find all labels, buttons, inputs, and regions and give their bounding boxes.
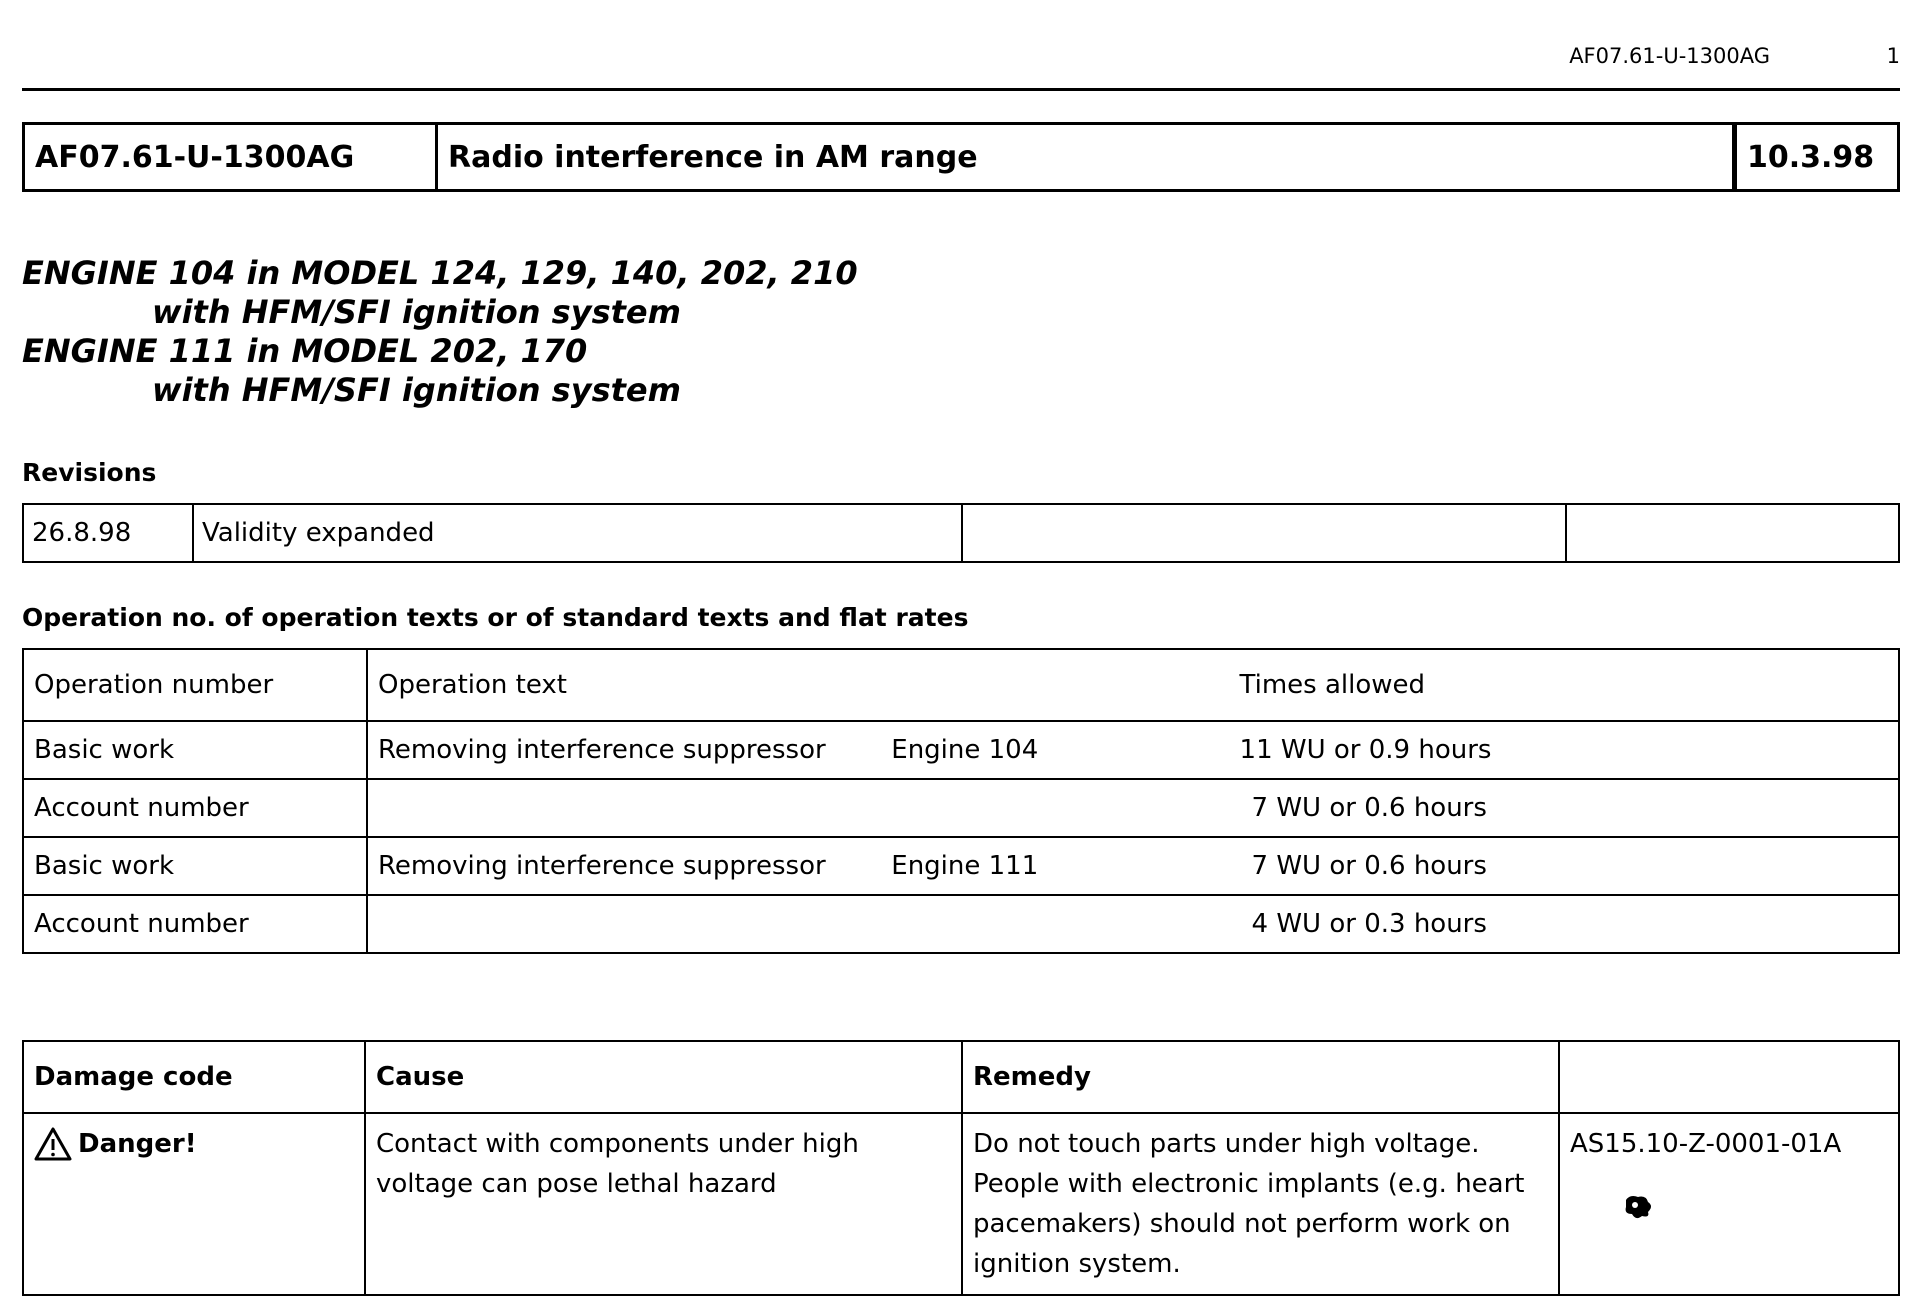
- operations-table: [22, 648, 1900, 954]
- engine-line-104: ENGINE 104 in MODEL 124, 129, 140, 202, 210: [22, 254, 858, 292]
- page-title: Radio interference in AM range: [437, 124, 1735, 191]
- page-number: 1: [1886, 44, 1900, 68]
- op-time: 11 WU or 0.9 hours: [1239, 735, 1492, 765]
- op-engine: Engine 111: [891, 851, 1039, 881]
- table-row: [23, 779, 1899, 837]
- op-number: Basic work: [23, 837, 367, 895]
- revision-text: Validity expanded: [193, 504, 962, 562]
- title-date: 10.3.98: [1735, 124, 1899, 191]
- engine-sub-104: with HFM/SFI ignition system: [152, 293, 681, 331]
- table-row: [23, 504, 1899, 562]
- damage-code: Danger!: [78, 1129, 197, 1159]
- table-row: [23, 837, 1899, 895]
- pacemaker-symbol-icon: [1620, 1192, 1656, 1222]
- op-time: 7 WU or 0.6 hours: [1251, 793, 1487, 823]
- damage-remedy: Do not touch parts under high voltage. People with electronic implants (e.g. heart pacemakers) should not perform work on ignition system.: [962, 1113, 1559, 1295]
- op-number: Account number: [23, 895, 367, 953]
- header-reference: [1559, 1041, 1899, 1113]
- damage-reference-link[interactable]: AS15.10-Z-0001-01A: [1570, 1129, 1842, 1159]
- table-header-row: [23, 1041, 1899, 1113]
- revision-empty-cell: [1566, 504, 1899, 562]
- title-bar: [22, 122, 1900, 192]
- op-text: Removing interference suppressor: [378, 735, 826, 765]
- revisions-label: Revisions: [22, 458, 157, 487]
- header-remedy: Remedy: [962, 1041, 1559, 1113]
- header-operation-text: [367, 649, 1899, 721]
- header-operation-number: Operation number: [23, 649, 367, 721]
- running-header-doc-id: AF07.61-U-1300AG: [1569, 44, 1770, 68]
- table-row: [23, 895, 1899, 953]
- revision-date: 26.8.98: [23, 504, 193, 562]
- engine-validity: [22, 254, 858, 410]
- revisions-table: [22, 503, 1900, 563]
- header-times-allowed: Times allowed: [1239, 670, 1426, 700]
- revision-empty-cell: [962, 504, 1566, 562]
- damage-reference-cell: [1559, 1113, 1899, 1295]
- op-time: 7 WU or 0.6 hours: [1251, 851, 1487, 881]
- damage-table: [22, 1040, 1900, 1296]
- engine-sub-111: with HFM/SFI ignition system: [152, 371, 681, 409]
- header-damage-code: Damage code: [23, 1041, 365, 1113]
- op-text: Removing interference suppressor: [378, 851, 826, 881]
- running-header: [22, 44, 1900, 91]
- header-operation-text-label: Operation text: [378, 670, 567, 700]
- title-doc-id: AF07.61-U-1300AG: [24, 124, 437, 191]
- op-number: Account number: [23, 779, 367, 837]
- table-header-row: [23, 649, 1899, 721]
- damage-cause: Contact with components under high voltage can pose lethal hazard: [365, 1113, 962, 1295]
- table-row: [23, 721, 1899, 779]
- header-cause: Cause: [365, 1041, 962, 1113]
- engine-line-111: ENGINE 111 in MODEL 202, 170: [22, 332, 588, 370]
- warning-triangle-icon: [34, 1127, 72, 1161]
- op-time: 4 WU or 0.3 hours: [1251, 909, 1487, 939]
- op-engine: Engine 104: [891, 735, 1039, 765]
- operations-label: Operation no. of operation texts or of standard texts and flat rates: [22, 603, 969, 632]
- damage-code-cell: [23, 1113, 365, 1295]
- op-number: Basic work: [23, 721, 367, 779]
- table-row: [23, 1113, 1899, 1295]
